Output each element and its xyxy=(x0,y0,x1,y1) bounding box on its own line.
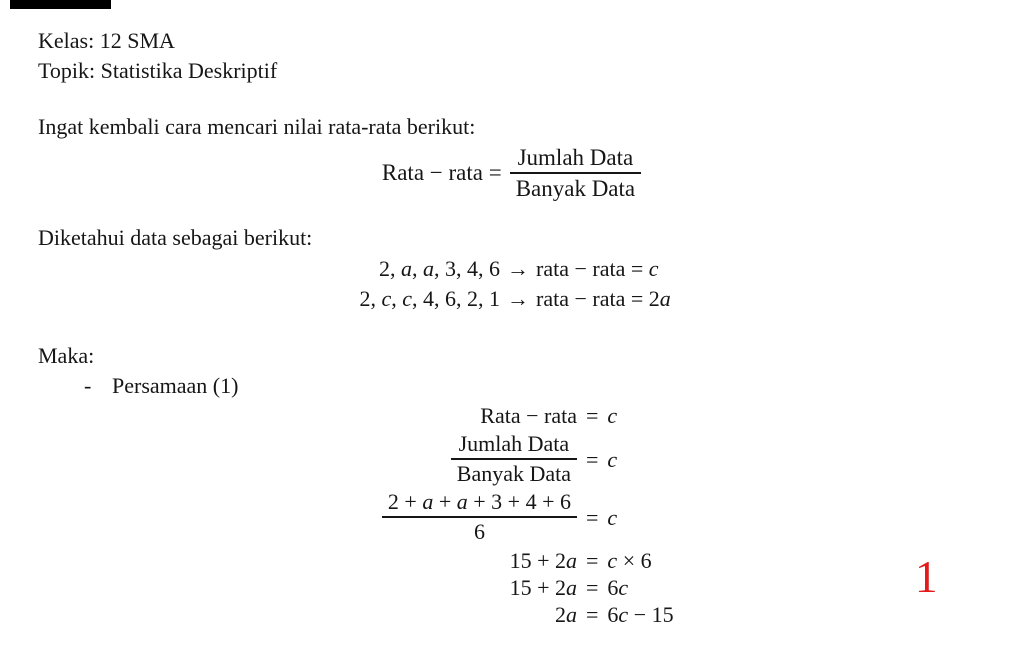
result-expression: rata − rata = c xyxy=(536,256,659,282)
fraction-numerator: Jumlah Data xyxy=(451,431,577,460)
given-data-block xyxy=(308,254,1023,314)
data-list: 2, a, a, 3, 4, 6 xyxy=(379,256,500,282)
right-arrow-icon: → xyxy=(507,256,529,282)
equals-sign: = xyxy=(586,575,599,601)
equation-rhs: c xyxy=(607,446,618,472)
mean-formula xyxy=(0,144,1023,202)
fraction-denominator: 6 xyxy=(473,519,485,545)
equation-row xyxy=(334,489,1023,545)
equation-row xyxy=(334,402,1023,429)
result-expression: rata − rata = 2a xyxy=(536,286,671,312)
equals-sign: = xyxy=(586,602,599,628)
fraction-numerator: 2 + a + a + 3 + 4 + 6 xyxy=(382,489,577,518)
equals-sign: = xyxy=(586,446,599,472)
equation-lhs: 2a xyxy=(555,602,577,628)
equation-rhs: c × 6 xyxy=(607,548,652,574)
maka-label: Maka: xyxy=(38,343,95,369)
equation-rhs: 6c − 15 xyxy=(607,602,674,628)
equation-rhs: c xyxy=(607,504,618,530)
equation-item-line xyxy=(84,372,1023,400)
fraction xyxy=(382,489,577,545)
class-label: Kelas: 12 SMA xyxy=(38,28,175,53)
formula-lhs: Rata − rata = xyxy=(381,160,502,186)
equation-row xyxy=(334,601,1023,628)
derivation-block xyxy=(0,402,1023,628)
equation-lhs: Rata − rata xyxy=(480,403,577,429)
fraction xyxy=(451,431,577,487)
data-row xyxy=(308,284,1023,314)
equals-sign: = xyxy=(586,548,599,574)
equation-lhs: 15 + 2a xyxy=(509,575,577,601)
recall-intro: Ingat kembali cara mencari nilai rata-rata berikut: xyxy=(38,114,476,139)
equals-sign: = xyxy=(586,504,599,530)
right-arrow-icon: → xyxy=(507,286,529,312)
equation-item-label: Persamaan (1) xyxy=(112,373,239,399)
fraction-numerator: Jumlah Data xyxy=(510,144,641,174)
data-list: 2, c, c, 4, 6, 2, 1 xyxy=(359,286,500,312)
equation-rhs: c xyxy=(607,403,618,429)
fraction-denominator: Banyak Data xyxy=(456,461,571,487)
given-intro: Diketahui data sebagai berikut: xyxy=(38,225,313,251)
formula-fraction xyxy=(510,144,641,202)
equation-rhs: 6c xyxy=(607,575,629,601)
equals-sign: = xyxy=(586,403,599,429)
fraction-denominator: Banyak Data xyxy=(515,176,636,202)
equation-lhs: 15 + 2a xyxy=(509,548,577,574)
topic-label: Topik: Statistika Deskriptif xyxy=(38,58,278,83)
page-number: 1 xyxy=(915,552,938,602)
top-left-bar xyxy=(10,0,111,9)
equation-row xyxy=(334,431,1023,487)
data-row xyxy=(308,254,1023,284)
list-bullet: - xyxy=(84,373,92,399)
